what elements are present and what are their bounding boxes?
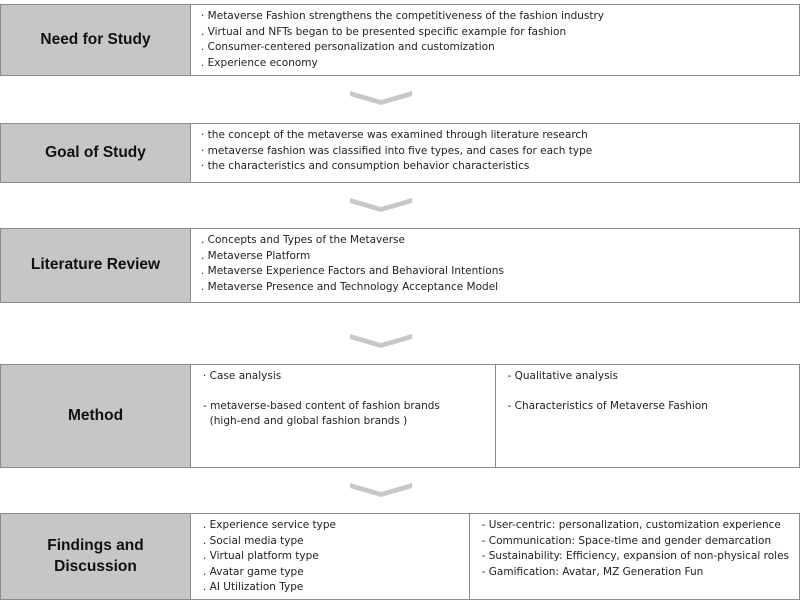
row-content bbox=[191, 5, 799, 75]
list-item: . Metaverse Presence and Technology Acceptance Model bbox=[201, 280, 499, 293]
list-item: - metaverse-based content of fashion brands bbox=[203, 399, 440, 412]
list-item: · Case analysis bbox=[203, 370, 282, 382]
list-item: - User-centric: personalization, customization experience bbox=[481, 519, 781, 531]
list-item: . Virtual and NFTs began to be presented specific example for fashion bbox=[201, 25, 567, 38]
row-title: Method bbox=[1, 365, 191, 467]
row-content bbox=[191, 514, 799, 599]
findings-right-column bbox=[469, 514, 799, 599]
list-item: . Metaverse Platform bbox=[201, 249, 311, 262]
list-item: . Metaverse Experience Factors and Behavioral Intentions bbox=[201, 265, 504, 277]
list-item: - Characteristics of Metaverse Fashion bbox=[507, 399, 708, 412]
chevron-down-icon bbox=[350, 90, 412, 106]
chevron-down-icon bbox=[350, 333, 412, 349]
row-title: Literature Review bbox=[1, 229, 191, 302]
list-item: - Qualitative analysis bbox=[507, 370, 618, 382]
row-title: Goal of Study bbox=[1, 124, 191, 182]
row-method bbox=[0, 364, 800, 468]
list-item: . Experience economy bbox=[201, 56, 318, 69]
findings-left-column bbox=[191, 514, 469, 599]
chevron-down-icon bbox=[350, 197, 412, 213]
list-item: . Social media type bbox=[203, 534, 304, 547]
list-item: - Gamification: Avatar, MZ Generation Fun bbox=[481, 565, 704, 578]
list-item: . Concepts and Types of the Metaverse bbox=[201, 234, 405, 246]
list-item: . AI Utilization Type bbox=[203, 581, 304, 593]
chevron-down-icon bbox=[350, 482, 412, 498]
list-item: · metaverse fashion was classified into five types, and cases for each type bbox=[201, 144, 593, 157]
list-item: . Avatar game type bbox=[203, 565, 304, 578]
list-item: . Experience service type bbox=[203, 519, 336, 531]
list-item: · Metaverse Fashion strengthens the competitiveness of the fashion industry bbox=[201, 10, 605, 22]
method-right-column bbox=[495, 365, 800, 467]
list-item: · the characteristics and consumption behavior characteristics bbox=[201, 160, 530, 172]
row-literature-review bbox=[0, 228, 800, 303]
row-title bbox=[1, 514, 191, 599]
list-item: - Sustainability: Efficiency, expansion of non-physical roles bbox=[481, 550, 789, 562]
list-item: · the concept of the metaverse was examined through literature research bbox=[201, 129, 588, 141]
row-goal-of-study bbox=[0, 123, 800, 183]
row-need-for-study bbox=[0, 4, 800, 76]
list-item: (high-end and global fashion brands ) bbox=[203, 415, 408, 427]
row-title-line: Findings and bbox=[47, 536, 144, 554]
row-content bbox=[191, 124, 799, 182]
row-findings-and-discussion bbox=[0, 513, 800, 600]
list-item: . Virtual platform type bbox=[203, 550, 319, 562]
row-content bbox=[191, 229, 799, 302]
row-title: Need for Study bbox=[1, 5, 191, 75]
list-item: . Consumer-centered personalization and customization bbox=[201, 41, 495, 53]
row-title-line: Discussion bbox=[54, 557, 137, 575]
row-content bbox=[191, 365, 799, 467]
list-item: - Communication: Space-time and gender demarcation bbox=[481, 534, 772, 547]
method-left-column bbox=[191, 365, 495, 467]
